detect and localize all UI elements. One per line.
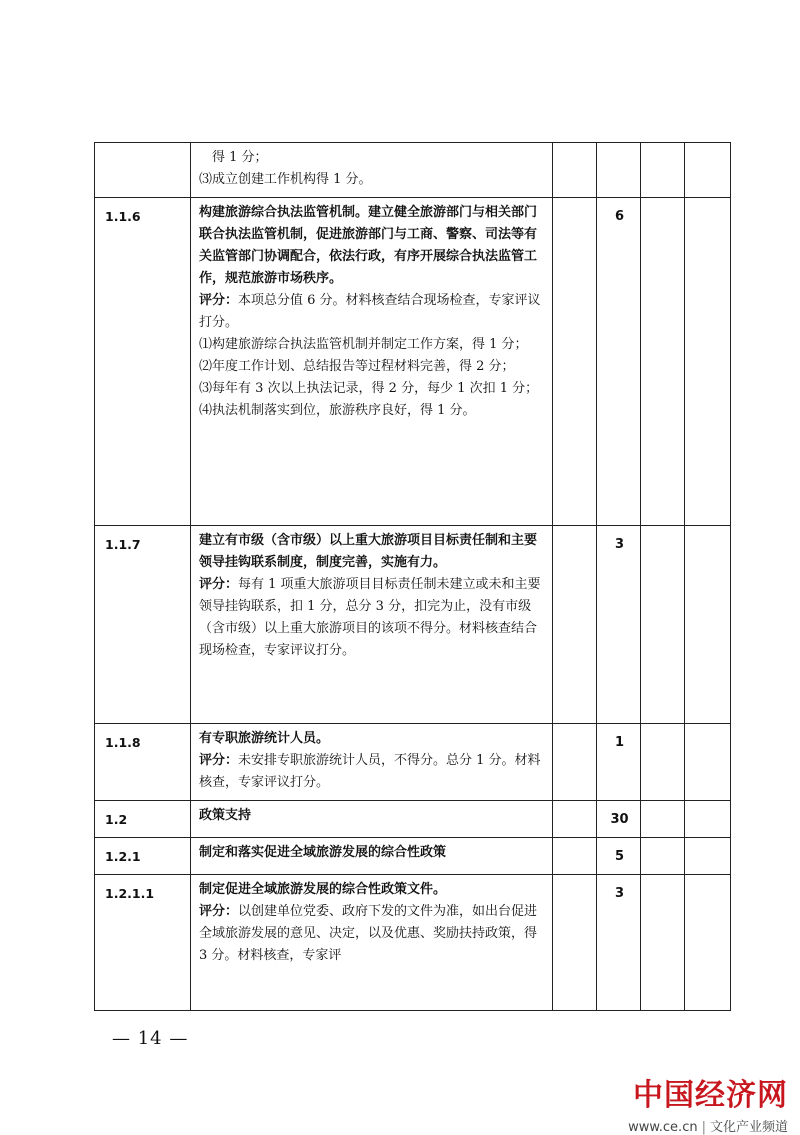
item-title: 有专职旅游统计人员。 [199,731,330,746]
item-content [191,724,553,801]
table-row [95,875,731,1011]
brand-watermark [618,1070,788,1135]
table-row [95,724,731,801]
blank-cell [685,143,731,198]
blank-cell [641,801,685,838]
item-content [191,526,553,724]
table-row [95,198,731,526]
scoring-item: ⑷执法机制落实到位，旅游秩序良好，得 1 分。 [199,403,476,418]
item-code: 1.1.7 [95,526,191,724]
blank-cell [553,875,597,1011]
blank-cell [641,143,685,198]
item-content [191,143,553,198]
scoring-rule [199,290,546,334]
scoring-table-body [95,143,731,1011]
max-points: 3 [597,526,641,724]
scoring-text: 每有 1 项重大旅游项目目标责任制未建立或未和主要领导挂钩联系，扣 1 分，总分 3 分，扣完为止，没有市级（含市级）以上重大旅游项目的该项不得分。材料核查结合现场检查，专家评议打分。 [199,577,541,658]
brand-logo: 中国经济网 [633,1078,788,1113]
blank-cell [685,875,731,1011]
scoring-label: 评分： [199,577,239,592]
blank-cell [641,875,685,1011]
blank-cell [641,198,685,526]
scoring-item: ⑶每年有 3 次以上执法记录，得 2 分，每少 1 次扣 1 分； [199,381,539,396]
scoring-item: ⑴构建旅游综合执法监管机制并制定工作方案，得 1 分； [199,337,528,352]
blank-cell [685,838,731,875]
max-points: 6 [597,198,641,526]
blank-cell [553,801,597,838]
item-code: 1.2 [95,801,191,838]
max-points [597,143,641,198]
item-content [191,198,553,526]
max-points: 5 [597,838,641,875]
table-row [95,143,731,198]
scoring-table [94,142,731,1011]
scoring-item: ⑵年度工作计划、总结报告等过程材料完善，得 2 分； [199,359,515,374]
blank-cell [685,724,731,801]
scoring-label: 评分： [199,293,239,308]
blank-cell [685,526,731,724]
item-code: 1.2.1 [95,838,191,875]
blank-cell [553,724,597,801]
blank-cell [641,838,685,875]
max-points: 30 [597,801,641,838]
blank-cell [553,838,597,875]
blank-cell [553,198,597,526]
table-row [95,801,731,838]
max-points: 1 [597,724,641,801]
table-row [95,526,731,724]
brand-subline: www.ce.cn | 文化产业频道 [628,1120,788,1135]
item-title: 政策支持 [199,808,252,823]
blank-cell [641,724,685,801]
scoring-text: 以创建单位党委、政府下发的文件为准，如出台促进全域旅游发展的意见、决定，以及优惠、奖励扶持政策，得 3 分。材料核查，专家评 [199,904,538,963]
item-content [191,838,553,875]
page-number: — 14 — [112,1028,189,1049]
item-content [191,875,553,1011]
blank-cell [685,198,731,526]
blank-cell [553,526,597,724]
max-points: 3 [597,875,641,1011]
scoring-item: ⑶成立创建工作机构得 1 分。 [199,172,372,187]
item-content [191,801,553,838]
item-title: 建立有市级（含市级）以上重大旅游项目目标责任制和主要领导挂钩联系制度，制度完善，实施有力。 [199,533,538,570]
item-code: 1.1.8 [95,724,191,801]
brand-channel: 文化产业频道 [709,1120,788,1135]
item-code [95,143,191,198]
blank-cell [553,143,597,198]
scoring-item: 得 1 分； [199,150,268,165]
item-code: 1.1.6 [95,198,191,526]
item-title: 构建旅游综合执法监管机制。建立健全旅游部门与相关部门联合执法监管机制，促进旅游部门与工商、警察、司法等有关监管部门协调配合，依法行政，有序开展综合执法监管工作，规范旅游市场秩序。 [199,205,538,286]
item-title: 制定促进全域旅游发展的综合性政策文件。 [199,882,447,897]
scoring-text: 本项总分值 6 分。材料核查结合现场检查，专家评议打分。 [199,293,541,330]
scoring-text: 未安排专职旅游统计人员，不得分。总分 1 分。材料核查，专家评议打分。 [199,753,541,790]
scoring-rule [199,901,546,967]
blank-cell [685,801,731,838]
brand-site: www.ce.cn [628,1120,698,1135]
item-title: 制定和落实促进全域旅游发展的综合性政策 [199,845,447,860]
scoring-rule [199,750,546,794]
blank-cell [641,526,685,724]
scoring-label: 评分： [199,904,239,919]
table-row [95,838,731,875]
scoring-rule [199,574,546,662]
scoring-label: 评分： [199,753,239,768]
item-code: 1.2.1.1 [95,875,191,1011]
